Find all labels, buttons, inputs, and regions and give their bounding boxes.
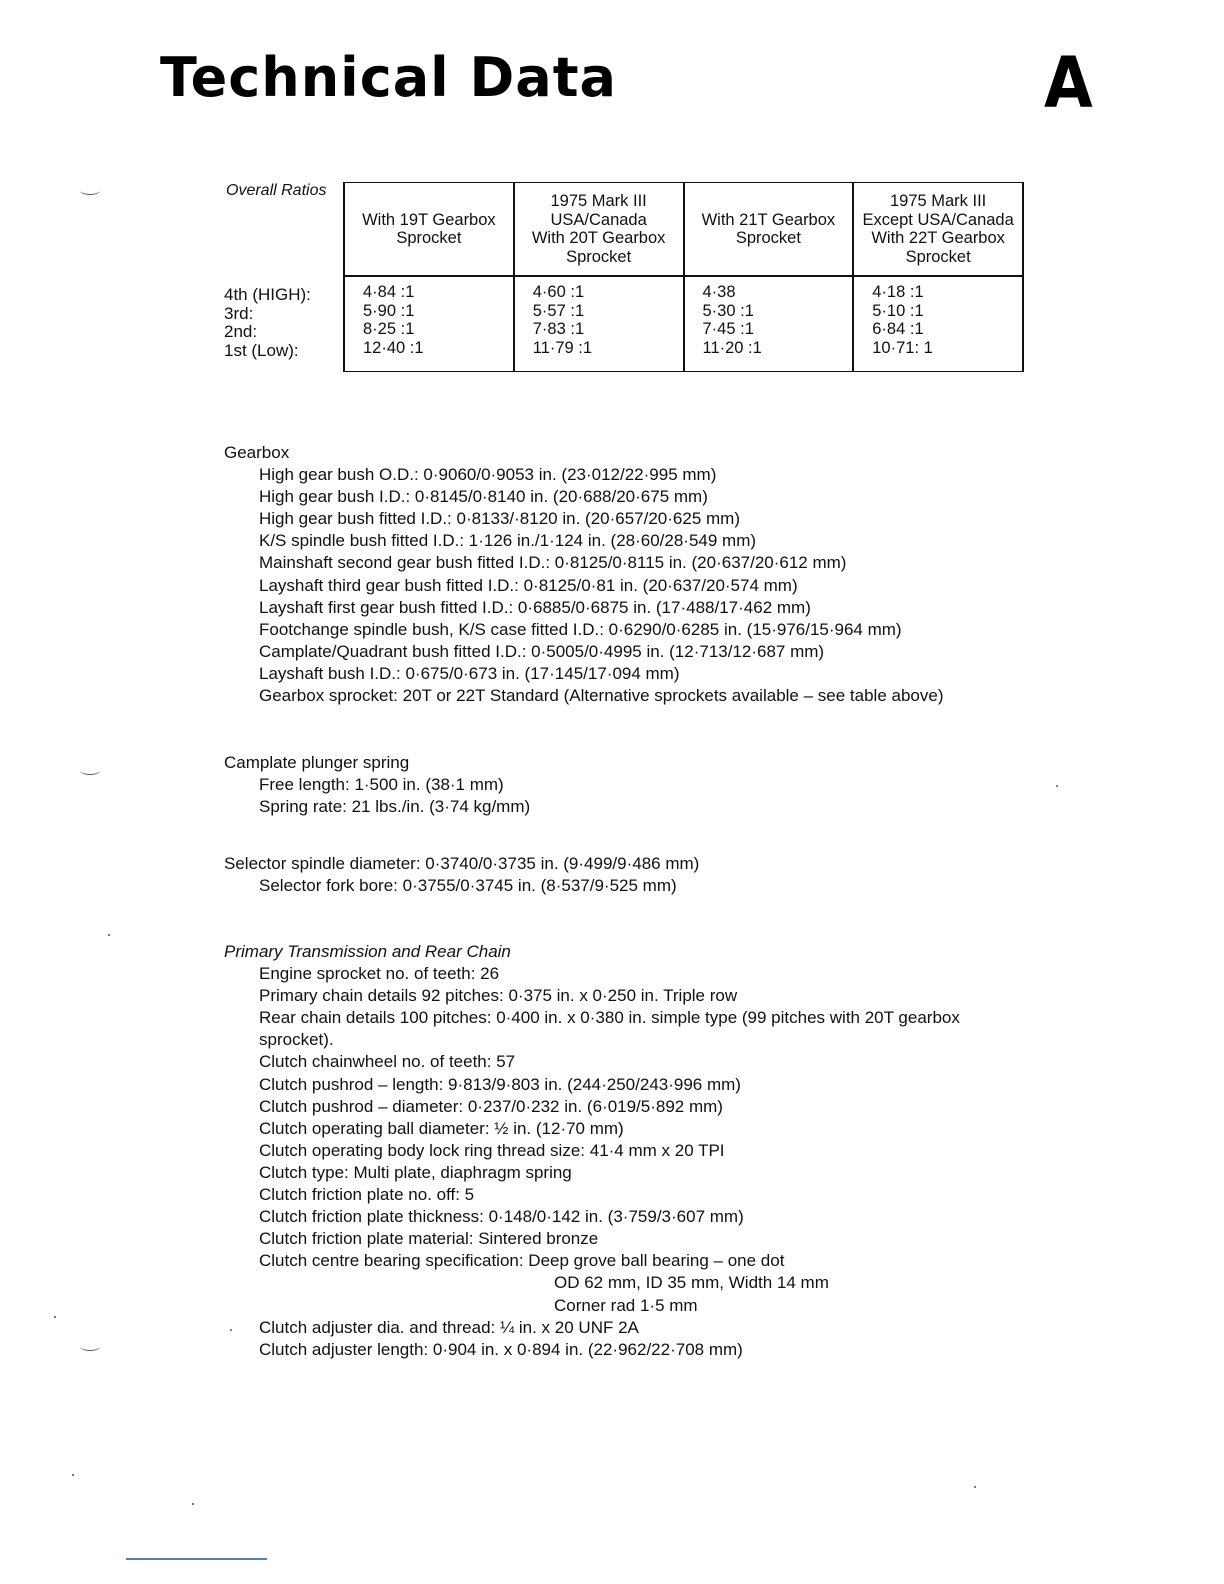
column-header: 1975 Mark III USA/Canada With 20T Gearbox Sprocket [514, 183, 684, 277]
ratio-value: 5·10 :1 [872, 301, 924, 320]
primary-section [224, 941, 1029, 1361]
section-heading: Camplate plunger spring [224, 753, 410, 772]
spec-line: Selector fork bore: 0·3755/0·3745 in. (8·537/9·525 mm) [259, 876, 677, 896]
section-heading: Selector spindle diameter: 0·3740/0·3735 in. (9·499/9·486 mm) [224, 854, 700, 873]
gear-names [224, 286, 311, 361]
ratio-value: 8·25 :1 [363, 320, 415, 339]
spec-line: Clutch operating body lock ring thread size: 41·4 mm x 20 TPI [259, 1140, 725, 1160]
ratio-column [684, 276, 854, 372]
scan-mark [230, 1329, 232, 1331]
section-letter: A [1044, 42, 1093, 124]
scan-mark [80, 186, 100, 195]
spec-line: High gear bush I.D.: 0·8145/0·8140 in. (20·688/20·675 mm) [259, 487, 708, 507]
bearing-spec-line: OD 62 mm, ID 35 mm, Width 14 mm [554, 1273, 829, 1293]
selector-section [224, 853, 699, 897]
spec-line: Layshaft first gear bush fitted I.D.: 0·6885/0·6875 in. (17·488/17·462 mm) [259, 597, 811, 617]
ratio-value: 7·45 :1 [702, 320, 754, 339]
scan-mark [80, 766, 100, 775]
overall-ratios-label: Overall Ratios [226, 182, 327, 199]
ratio-value: 12·40 :1 [363, 338, 424, 357]
ratio-value: 4·38 [702, 283, 736, 301]
page-title: Technical Data [160, 46, 617, 109]
ratio-value: 10·71: 1 [872, 338, 933, 357]
spec-line: Clutch operating ball diameter: ½ in. (12·70 mm) [259, 1118, 624, 1138]
spec-line: K/S spindle bush fitted I.D.: 1·126 in./1·124 in. (28·60/28·549 mm) [259, 531, 757, 551]
gear-name: 2nd: [224, 322, 258, 342]
spec-line: Clutch pushrod – diameter: 0·237/0·232 in. (6·019/5·892 mm) [259, 1096, 723, 1116]
scan-mark [126, 1558, 267, 1560]
spec-line: Engine sprocket no. of teeth: 26 [259, 964, 500, 984]
ratio-value: 11·20 :1 [702, 338, 762, 357]
spec-line: Footchange spindle bush, K/S case fitted I.D.: 0·6290/0·6285 in. (15·976/15·964 mm) [259, 619, 902, 639]
spec-line: Layshaft bush I.D.: 0·675/0·673 in. (17·145/17·094 mm) [259, 663, 680, 683]
scan-mark [1056, 785, 1058, 787]
gear-name: 1st (Low): [224, 341, 299, 361]
ratio-value: 5·90 :1 [363, 301, 415, 320]
ratio-column [344, 276, 514, 372]
ratio-column [853, 276, 1023, 372]
spec-line: Clutch adjuster length: 0·904 in. x 0·894 in. (22·962/22·708 mm) [259, 1339, 743, 1359]
spec-line: Clutch chainwheel no. of teeth: 57 [259, 1052, 516, 1072]
spec-line: Rear chain details 100 pitches: 0·400 in. x 0·380 in. simple type (99 pitches with 20T gearbox sprocket). [259, 1008, 960, 1050]
ratio-value: 7·83 :1 [532, 320, 585, 339]
scan-mark [72, 1474, 74, 1476]
scan-mark [192, 1503, 194, 1505]
spec-line: Clutch pushrod – length: 9·813/9·803 in. (244·250/243·996 mm) [259, 1074, 741, 1094]
scan-mark [108, 934, 110, 936]
spec-line: Gearbox sprocket: 20T or 22T Standard (Alternative sprockets available – see table above) [259, 686, 944, 706]
spec-line: Spring rate: 21 lbs./in. (3·74 kg/mm) [259, 797, 531, 817]
spec-line: Clutch centre bearing specification: Deep grove ball bearing – one dot [259, 1251, 785, 1271]
ratio-column [514, 276, 684, 372]
spec-line: Clutch friction plate no. off: 5 [259, 1185, 475, 1205]
table-row [344, 276, 1023, 372]
spec-line: High gear bush fitted I.D.: 0·8133/·8120 in. (20·657/20·625 mm) [259, 509, 740, 529]
camplate-section [224, 752, 530, 818]
spec-line: Clutch friction plate material: Sintered bronze [259, 1229, 599, 1249]
gearbox-section [224, 442, 943, 707]
ratio-value: 5·30 :1 [702, 301, 754, 320]
spec-line: Clutch friction plate thickness: 0·148/0·142 in. (3·759/3·607 mm) [259, 1207, 744, 1227]
column-header: With 19T Gearbox Sprocket [344, 183, 514, 277]
overall-ratios-table [343, 182, 1024, 372]
ratio-value: 6·84 :1 [872, 320, 924, 339]
spec-line: High gear bush O.D.: 0·9060/0·9053 in. (23·012/22·995 mm) [259, 465, 717, 485]
scan-mark [80, 1342, 100, 1351]
ratio-value: 11·79 :1 [532, 338, 593, 357]
section-heading: Gearbox [224, 443, 290, 462]
spec-line: Clutch type: Multi plate, diaphragm spring [259, 1162, 572, 1182]
scan-mark [974, 1486, 976, 1488]
spec-line: Clutch adjuster dia. and thread: ¼ in. x 20 UNF 2A [259, 1317, 639, 1337]
spec-line: Primary chain details 92 pitches: 0·375 in. x 0·250 in. Triple row [259, 986, 738, 1006]
spec-line: Mainshaft second gear bush fitted I.D.: 0·8125/0·8115 in. (20·637/20·612 mm) [259, 553, 847, 573]
gear-name: 3rd: [224, 303, 254, 323]
ratio-value: 4·18 :1 [872, 283, 924, 301]
spec-line: Free length: 1·500 in. (38·1 mm) [259, 775, 504, 795]
scan-mark [54, 1316, 56, 1318]
column-header: With 21T Gearbox Sprocket [684, 183, 854, 277]
ratio-value: 5·57 :1 [532, 301, 585, 320]
bearing-spec-line: Corner rad 1·5 mm [554, 1295, 698, 1315]
column-header: 1975 Mark III Except USA/Canada With 22T Gearbox Sprocket [853, 183, 1023, 277]
ratio-value: 4·60 :1 [532, 283, 585, 301]
section-heading: Primary Transmission and Rear Chain [224, 942, 511, 961]
ratio-value: 4·84 :1 [363, 283, 415, 301]
table-header-row [344, 183, 1023, 277]
spec-line: Camplate/Quadrant bush fitted I.D.: 0·5005/0·4995 in. (12·713/12·687 mm) [259, 641, 825, 661]
gear-name: 4th (HIGH): [224, 285, 311, 304]
spec-line: Layshaft third gear bush fitted I.D.: 0·8125/0·81 in. (20·637/20·574 mm) [259, 575, 798, 595]
